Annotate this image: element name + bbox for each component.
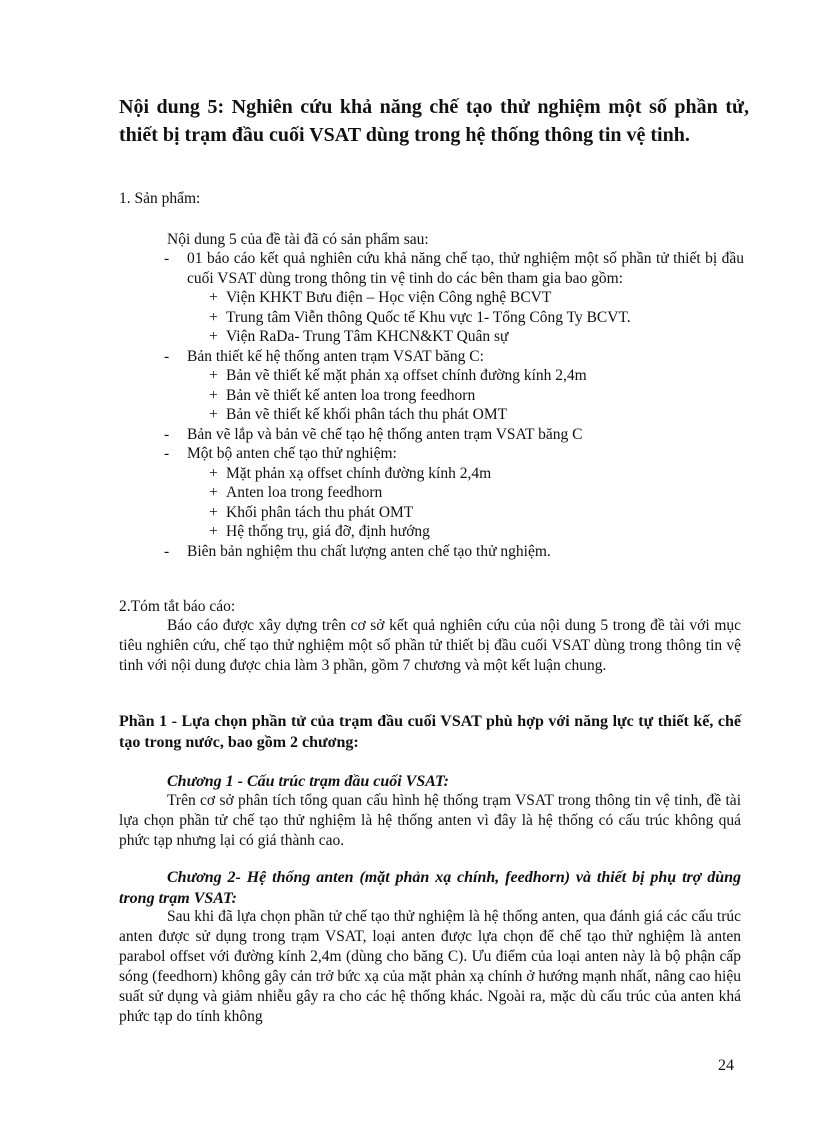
sub-list-item: + Bản vẽ thiết kế mặt phản xạ offset chính đường kính 2,4m: [204, 366, 744, 386]
list-item: [162, 347, 744, 425]
sub-list-item: + Bản vẽ thiết kế anten loa trong feedhorn: [204, 386, 744, 406]
list-item: [162, 542, 744, 562]
chapter2-paragraph: Sau khi đã lựa chọn phần tử chế tạo thử nghiệm là hệ thống anten, qua đánh giá các cấu trúc anten được sử dụng trong trạm VSAT, loại anten được lựa chọn để chế tạo thử nghiệm là anten parabol offset với đường kính 2,4m (dùng cho băng C). Ưu điểm của loại anten này là bộ phận cấp sóng (feedhorn) không gây cản trở bức xạ của mặt phản xạ chính ở hướng mạnh nhất, nâng cao hiệu suất sử dụng và giảm nhiễu gây ra cho các hệ thống khác. Ngoài ra, mặc dù cấu trúc của anten khá phức tạp do tính không: [119, 908, 741, 1025]
products-intro: Nội dung 5 của đề tài đã có sản phẩm sau:: [167, 231, 429, 248]
sub-list-item: + Hệ thống trụ, giá đỡ, định hướng: [204, 522, 744, 542]
list-item: [162, 444, 744, 542]
chapter1-title: Chương 1 - Cấu trúc trạm đầu cuối VSAT:: [167, 773, 449, 790]
summary-label: 2.Tóm tắt báo cáo:: [119, 598, 236, 615]
sub-list: [187, 288, 744, 347]
sub-list-item: + Anten loa trong feedhorn: [204, 483, 744, 503]
sub-list-item: + Khối phân tách thu phát OMT: [204, 503, 744, 523]
summary-paragraph: Báo cáo được xây dựng trên cơ sở kết quả nghiên cứu của nội dung 5 trong đề tài với mục tiêu nghiên cứu, chế tạo thử nghiệm một số phần tử thiết bị đầu cuối VSAT dùng trong thông tin vệ tinh với nội dung được chia làm 3 phần, gồm 7 chương và một kết luận chung.: [119, 617, 741, 674]
list-item-text: Bản vẽ lắp và bản vẽ chế tạo hệ thống anten trạm VSAT băng C: [187, 425, 583, 443]
sub-list: [187, 464, 744, 542]
sub-list-item: + Mặt phản xạ offset chính đường kính 2,4m: [204, 464, 744, 484]
sub-list-item: + Bản vẽ thiết kế khối phân tách thu phát OMT: [204, 405, 744, 425]
list-item-text: Biên bản nghiệm thu chất lượng anten chế tạo thử nghiệm.: [187, 542, 551, 560]
list-item-text: Bản thiết kế hệ thống anten trạm VSAT băng C:: [187, 347, 484, 365]
list-item: [162, 249, 744, 347]
chapter2-title: Chương 2- Hệ thống anten (mặt phản xạ chính, feedhorn) và thiết bị phụ trợ dùng trong trạm VSAT:: [119, 869, 741, 907]
sub-list-item: + Viện KHKT Bưu điện – Học viện Công nghệ BCVT: [204, 288, 744, 308]
list-item-text: 01 báo cáo kết quả nghiên cứu khả năng chế tạo, thử nghiệm một số phần tử thiết bị đầu cuối VSAT dùng trong thông tin vệ tinh do các bên tham gia bao gồm:: [187, 250, 744, 287]
products-label: 1. Sản phẩm:: [119, 190, 201, 207]
sub-list-item: + Trung tâm Viễn thông Quốc tế Khu vực 1- Tổng Công Ty BCVT.: [204, 308, 744, 328]
sub-list: [187, 366, 744, 425]
list-item-text: Một bộ anten chế tạo thử nghiệm:: [187, 445, 397, 462]
products-list: [162, 249, 744, 561]
part1-title: Phần 1 - Lựa chọn phần tử của trạm đầu cuối VSAT phù hợp với năng lực tự thiết kế, chế tạo trong nước, bao gồm 2 chương:: [119, 713, 741, 751]
page-number: 24: [718, 1057, 734, 1074]
sub-list-item: + Viện RaDa- Trung Tâm KHCN&KT Quân sự: [204, 327, 744, 347]
section-heading: Nội dung 5: Nghiên cứu khả năng chế tạo thử nghiệm một số phần tử, thiết bị trạm đầu cuối VSAT dùng trong hệ thống thông tin vệ tinh.: [119, 96, 749, 146]
list-item: [162, 425, 744, 445]
chapter1-paragraph: Trên cơ sở phân tích tổng quan cấu hình hệ thống trạm VSAT trong thông tin vệ tinh, đề tài lựa chọn phần tử chế tạo thử nghiệm là hệ thống anten vì đây là hệ thống có cấu trúc không quá phức tạp nhưng lại có giá thành cao.: [119, 792, 741, 849]
